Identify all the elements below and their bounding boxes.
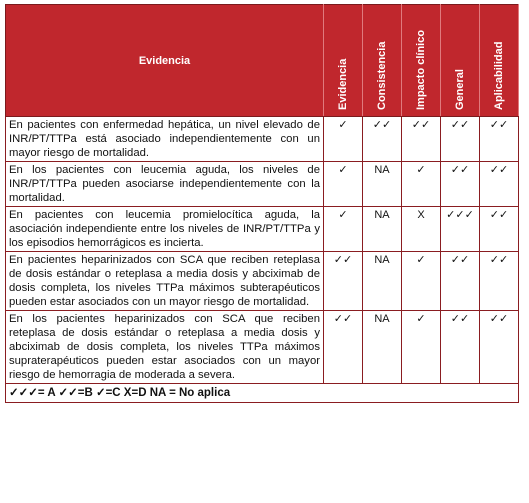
table-row [6,207,519,252]
header-col-consistencia [363,5,402,117]
rating-cell: ✓ [324,162,363,207]
rating-cell: NA [363,311,402,384]
evidence-text: En pacientes heparinizados con SCA que reciben reteplasa de dosis estándar o reteplasa a media dosis y abciximab de dosis completa, los niveles TTPa máximos subterapéuticos pueden estar asociados con un mayor riesgo de mortalidad. [6,252,324,311]
rating-cell: ✓ [402,162,441,207]
header-col-label: Consistencia [376,41,388,110]
evidence-text: En los pacientes con leucemia aguda, los niveles de INR/PT/TTPa pueden asociarse independientemente con la mortalidad. [6,162,324,207]
header-col-label: Evidencia [337,58,349,110]
rating-cell: NA [363,162,402,207]
table-row [6,162,519,207]
rating-cell: ✓✓ [324,311,363,384]
header-col-label: Impacto clínico [415,29,427,110]
evidence-table [5,4,519,403]
rating-cell: ✓✓ [441,252,480,311]
evidence-text: En pacientes con leucemia promielocítica aguda, la asociación independiente entre los niveles de INR/PT/TTPa y los episodios hemorrágicos es incierta. [6,207,324,252]
header-col-label: Aplicabilidad [493,41,505,110]
rating-cell: NA [363,252,402,311]
rating-cell: ✓✓ [441,162,480,207]
rating-cell: ✓✓ [441,117,480,162]
header-col-aplicabilidad [480,5,519,117]
header-row [6,5,519,117]
evidence-table-container [5,4,519,403]
rating-cell: ✓✓ [480,252,519,311]
rating-cell: ✓✓ [402,117,441,162]
header-col-evidencia [324,5,363,117]
rating-cell: ✓✓ [363,117,402,162]
evidence-text: En los pacientes heparinizados con SCA que reciben reteplasa de dosis estándar o reteplasa a media dosis y abciximab de dosis completa, los niveles TTPa máximos supraterapéuticos pueden estar asociados con un mayor riesgo de hemorragia de moderada a severa. [6,311,324,384]
rating-cell: X [402,207,441,252]
rating-cell: ✓ [324,207,363,252]
table-row [6,252,519,311]
rating-cell: ✓✓✓ [441,207,480,252]
rating-cell: ✓✓ [480,117,519,162]
rating-cell: ✓✓ [324,252,363,311]
evidence-text: En pacientes con enfermedad hepática, un nivel elevado de INR/PT/TTPa está asociado independientemente con un mayor riesgo de mortalidad. [6,117,324,162]
rating-cell: NA [363,207,402,252]
rating-cell: ✓✓ [480,207,519,252]
header-col-label: General [454,69,466,110]
rating-cell: ✓ [324,117,363,162]
legend-text: ✓✓✓= A ✓✓=B ✓=C X=D NA = No aplica [6,384,519,403]
rating-cell: ✓✓ [480,311,519,384]
rating-cell: ✓✓ [480,162,519,207]
rating-cell: ✓ [402,311,441,384]
table-row [6,117,519,162]
header-col-impacto [402,5,441,117]
rating-cell: ✓ [402,252,441,311]
header-col-general [441,5,480,117]
table-row [6,311,519,384]
legend-row [6,384,519,403]
rating-cell: ✓✓ [441,311,480,384]
header-evidencia: Evidencia [6,5,324,117]
